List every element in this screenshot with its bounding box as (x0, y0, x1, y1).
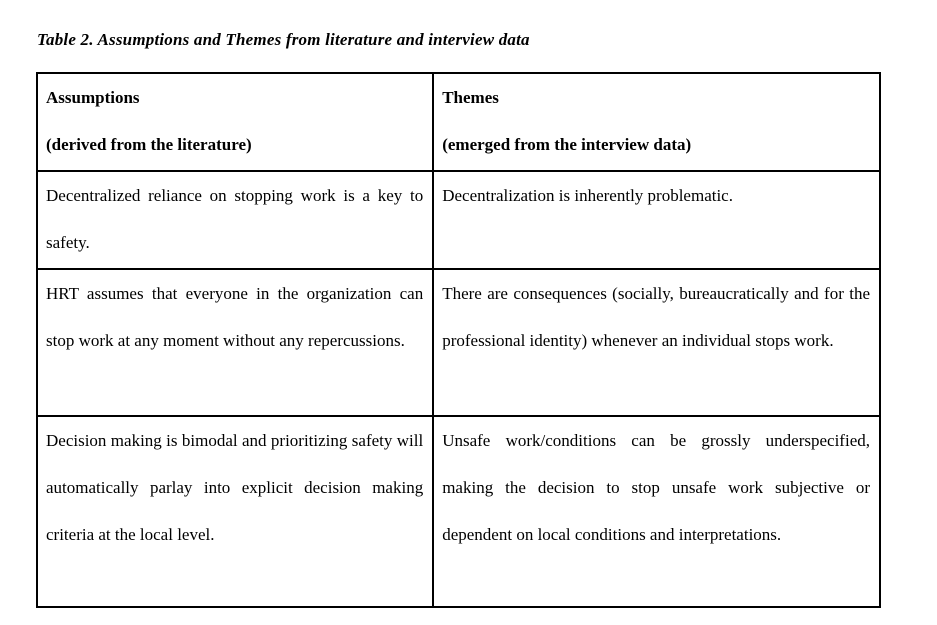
assumption-cell: HRT assumes that everyone in the organization can stop work at any moment without any repercussions. (37, 269, 433, 416)
table-row (37, 171, 880, 269)
table-header-row (37, 73, 880, 171)
column-header-themes (433, 73, 880, 171)
assumptions-header-subtitle: (derived from the literature) (46, 135, 252, 154)
theme-cell: Decentralization is inherently problematic. (433, 171, 880, 269)
assumptions-themes-table (36, 72, 881, 608)
assumption-cell: Decentralized reliance on stopping work is a key to safety. (37, 171, 433, 269)
themes-header-title: Themes (442, 88, 499, 107)
table-caption: Table 2. Assumptions and Themes from literature and interview data (37, 30, 530, 49)
table-row (37, 416, 880, 607)
assumption-cell: Decision making is bimodal and prioritizing safety will automatically parlay into explicit decision making criteria at the local level. (37, 416, 433, 607)
table-row (37, 269, 880, 416)
theme-cell: Unsafe work/conditions can be grossly underspecified, making the decision to stop unsafe work subjective or dependent on local conditions and interpretations. (433, 416, 880, 607)
themes-header-subtitle: (emerged from the interview data) (442, 135, 692, 154)
theme-cell: There are consequences (socially, bureaucratically and for the professional identity) whenever an individual stops work. (433, 269, 880, 416)
assumptions-header-title: Assumptions (46, 88, 140, 107)
column-header-assumptions (37, 73, 433, 171)
